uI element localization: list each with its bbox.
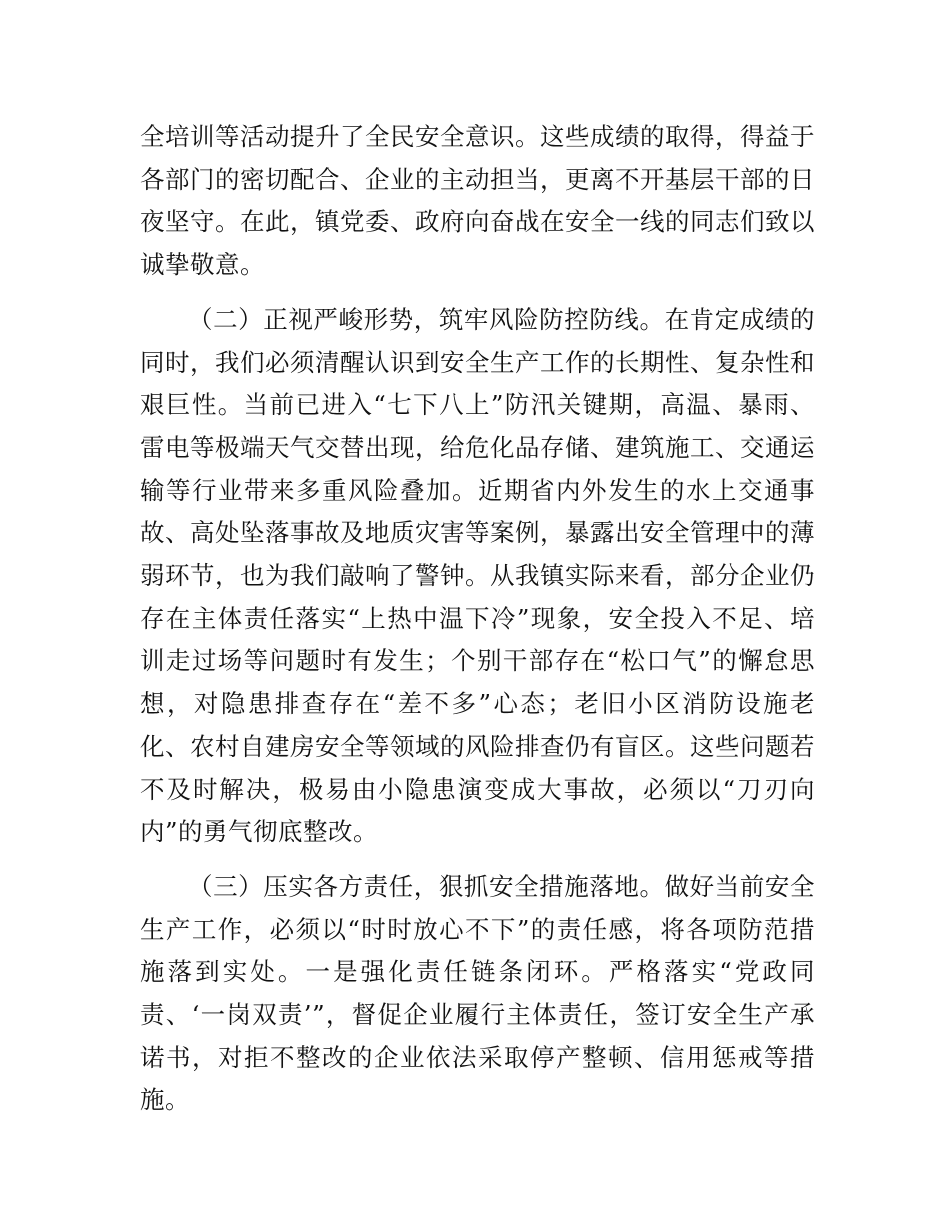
document-body [140, 116, 815, 1134]
paragraph-risk-situation: （二）正视严峻形势，筑牢风险防控防线。在肯定成绩的同时，我们必须清醒认识到安全生产工作的长期性、复杂性和艰巨性。当前已进入“七下八上”防汛关键期，高温、暴雨、雷电等极端天气交替出现，给危化品存储、建筑施工、交通运输等行业带来多重风险叠加。近期省内外发生的水上交通事故、高处坠落事故及地质灾害等案例，暴露出安全管理中的薄弱环节，也为我们敲响了警钟。从我镇实际来看，部分企业仍存在主体责任落实“上热中温下冷”现象，安全投入不足、培训走过场等问题时有发生；个别干部存在“松口气”的懈怠思想，对隐患排查存在“差不多”心态；老旧小区消防设施老化、农村自建房安全等领域的风险排查仍有盲区。这些问题若不及时解决，极易由小隐患演变成大事故，必须以“刀刃向内”的勇气彻底整改。 [140, 304, 815, 847]
paragraph-responsibility-measures: （三）压实各方责任，狠抓安全措施落地。做好当前安全生产工作，必须以“时时放心不下”的责任感，将各项防范措施落到实处。一是强化责任链条闭环。严格落实“党政同责、‘一岗双责’”，督促企业履行主体责任，签订安全生产承诺书，对拒不整改的企业依法采取停产整顿、信用惩戒等措施。 [140, 871, 815, 1115]
paragraph-achievements-summary: 全培训等活动提升了全民安全意识。这些成绩的取得，得益于各部门的密切配合、企业的主动担当，更离不开基层干部的日夜坚守。在此，镇党委、政府向奋战在安全一线的同志们致以诚挚敬意。 [140, 122, 815, 280]
